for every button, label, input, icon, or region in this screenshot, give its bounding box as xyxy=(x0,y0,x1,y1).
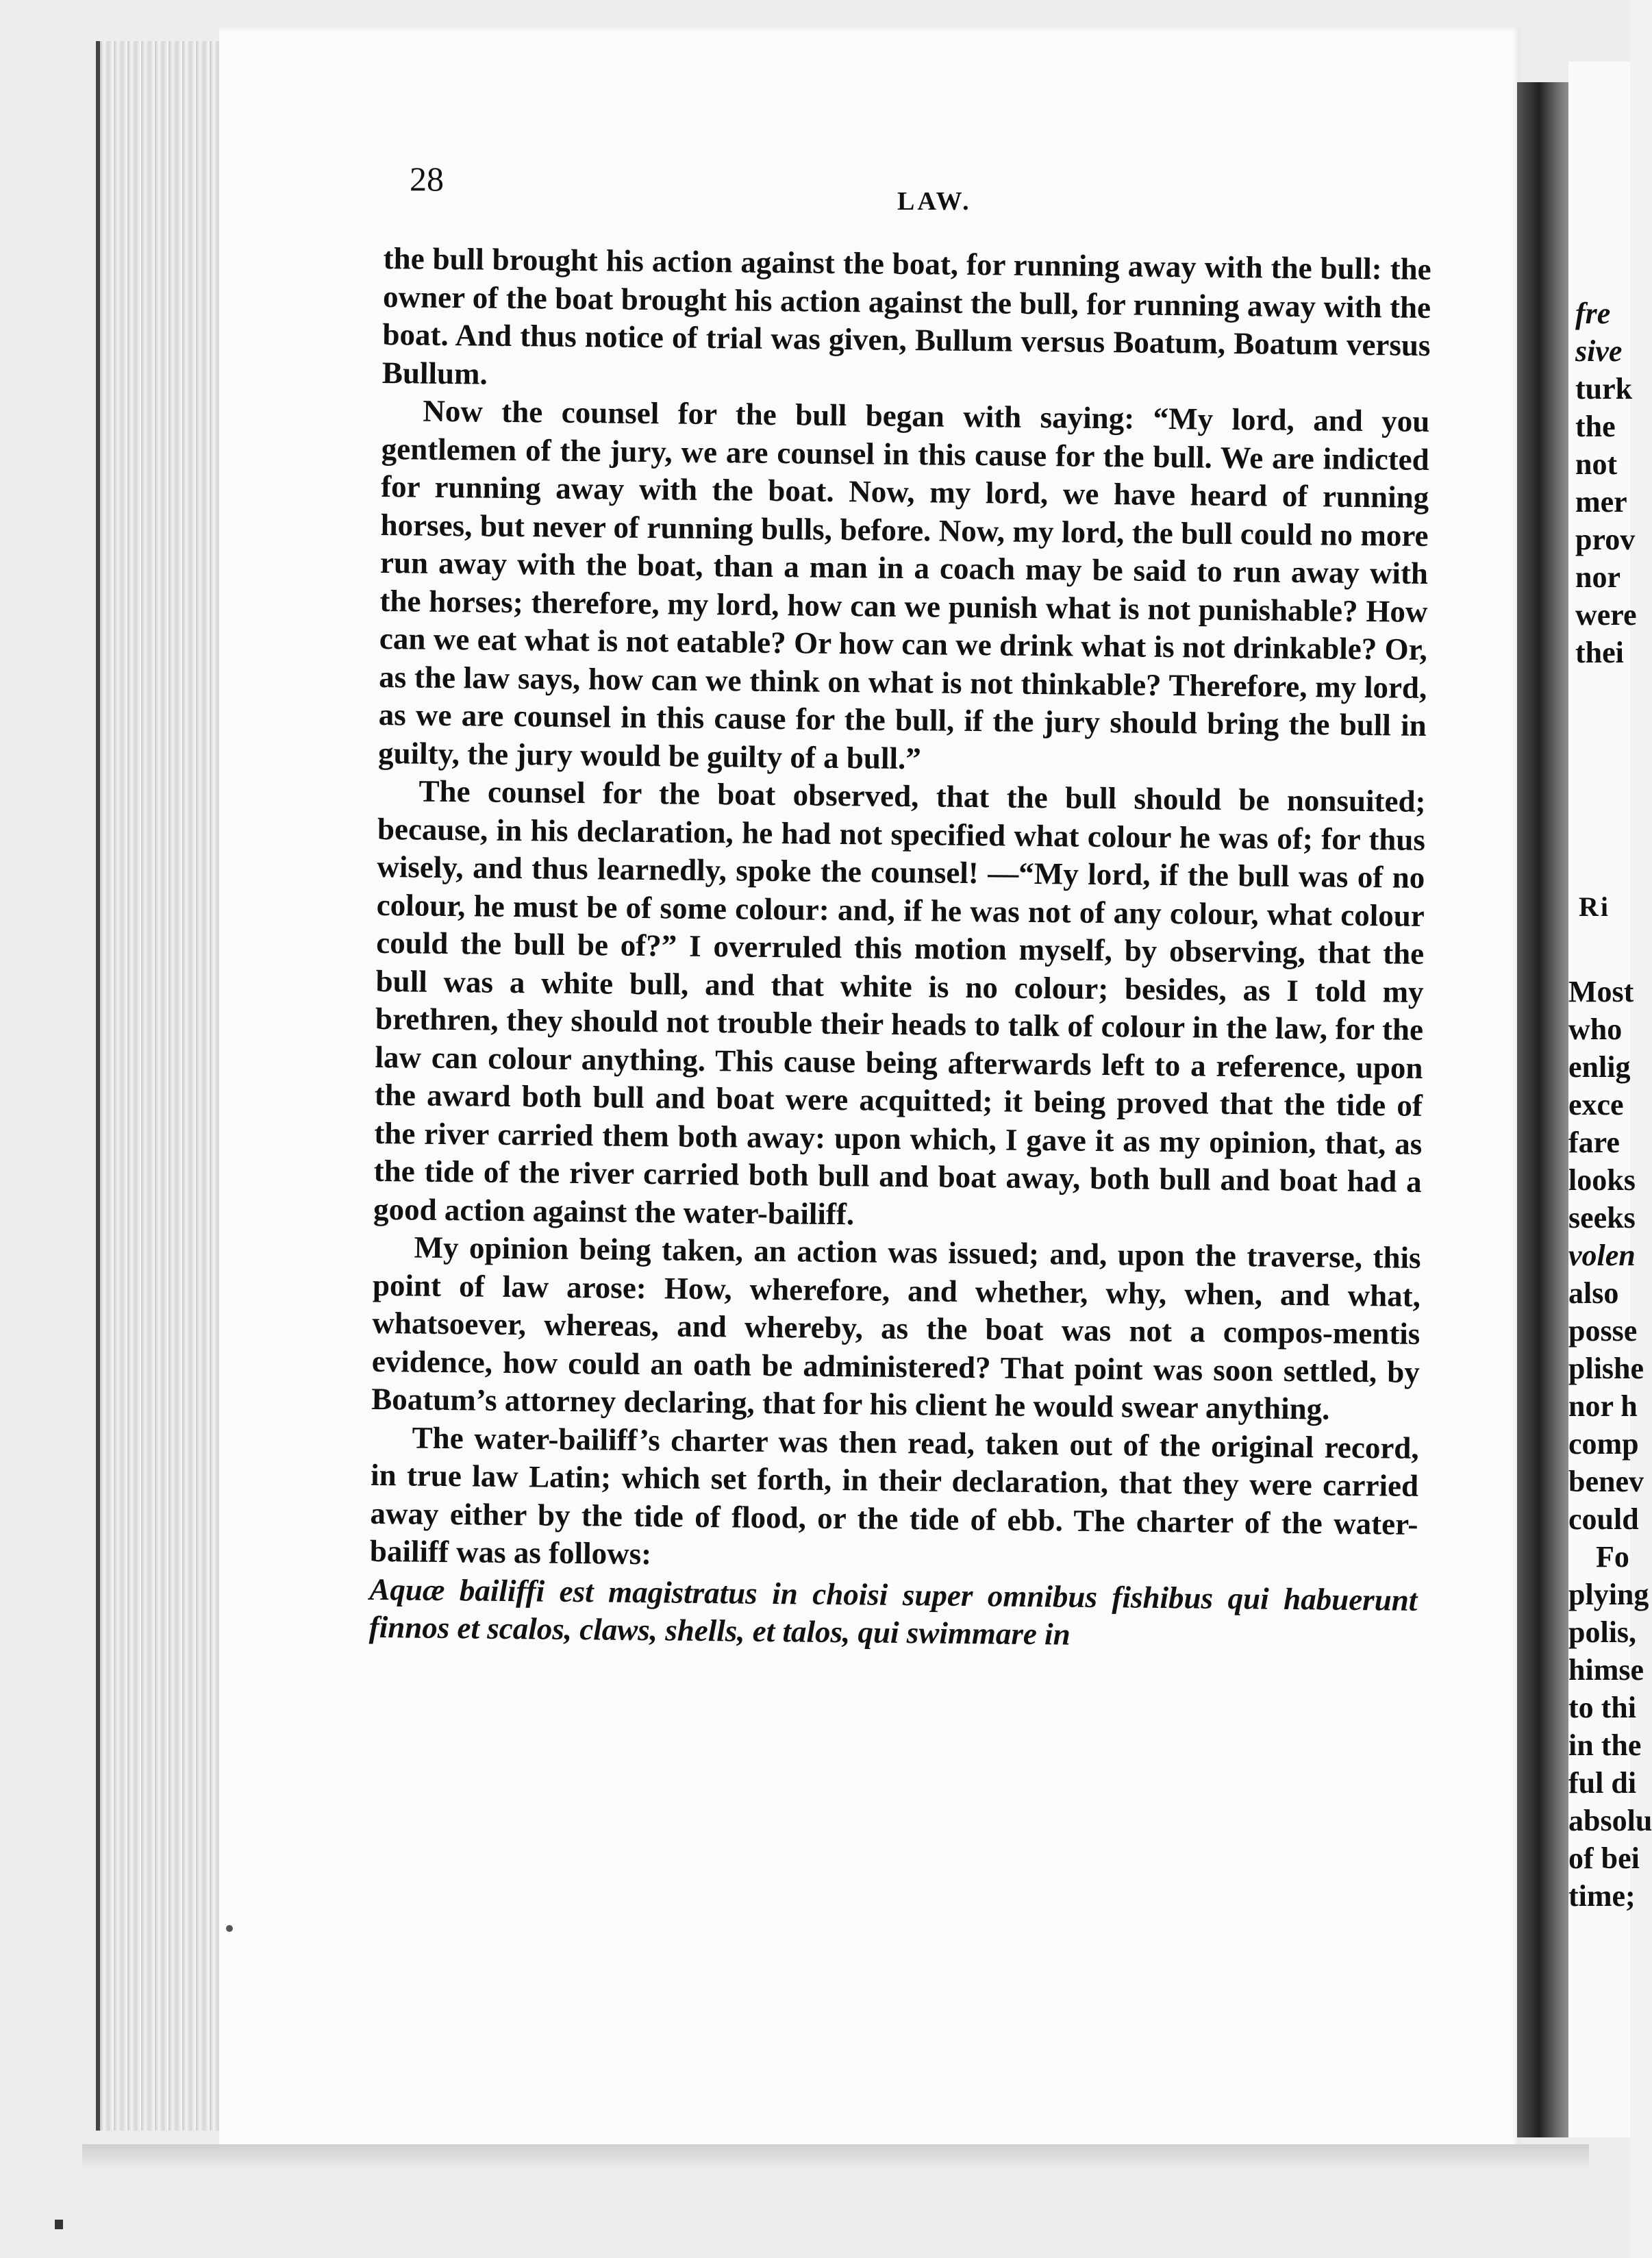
text-fragment: could xyxy=(1568,1502,1639,1536)
book-gutter xyxy=(1517,82,1572,2137)
text-fragment: exce xyxy=(1568,1088,1624,1121)
text-fragment: posse xyxy=(1568,1314,1638,1348)
text-fragment: comp xyxy=(1568,1427,1639,1461)
text-fragment: nor h xyxy=(1568,1389,1638,1423)
text-fragment: seeks xyxy=(1568,1201,1636,1235)
text-fragment: absolu xyxy=(1568,1804,1652,1837)
running-title: LAW. xyxy=(897,187,972,216)
page-stack-edge xyxy=(96,41,237,2131)
text-fragment: himse xyxy=(1568,1653,1644,1687)
text-fragment: time; xyxy=(1568,1879,1636,1913)
paragraph: Now the counsel for the bull began with saying: “My lord, and you gentlemen of the jury, we are counsel in this cause for the bull. We are indicted for running away with the boat. Now, my lord, we have heard of running horses, but never of running bulls, before. Now, my lord, the bull could no more run away with the boat, than a man in a coach may be said to run away with the horses; therefore, my lord, how can we punish what is not punishable? How can we eat what is not eatable? Or how can we drink what is not drinkable? Or, as the law says, how can we think on what is not thinkable? Therefore, my lord, as we are counsel in this cause for the bull, if the jury should bring the bull in guilty, the jury would be guilty of a bull.” xyxy=(377,393,1430,776)
text-fragment: fre xyxy=(1575,297,1611,330)
text-fragment: to thi xyxy=(1568,1691,1636,1724)
text-fragment: sive xyxy=(1575,334,1623,368)
facing-page-heading: Ri xyxy=(1579,891,1610,922)
page-number: 28 xyxy=(410,160,444,198)
text-fragment: looks xyxy=(1568,1163,1636,1197)
text-fragment: plishe xyxy=(1568,1352,1644,1385)
text-fragment: not xyxy=(1575,447,1618,481)
page-bottom-shadow xyxy=(82,2144,1589,2172)
text-fragment: also xyxy=(1568,1276,1619,1310)
text-fragment: who xyxy=(1568,1013,1623,1046)
text-fragment: plying xyxy=(1568,1578,1649,1611)
text-fragment: enlig xyxy=(1568,1050,1631,1084)
paragraph: My opinion being taken, an action was issued; and, upon the traverse, this point of law arose: How, wherefore, and whether, why, when, and what, whatsoever, whereas, and whereby, as the boat was not a compos-mentis evidence, how could an oath be administered? That point was soon settled, by Boatum’s attorney declaring, that for his client he would swear anything. xyxy=(371,1230,1421,1426)
text-fragment: ful di xyxy=(1568,1766,1637,1800)
text-fragment: thei xyxy=(1575,636,1624,669)
text-fragment: fare xyxy=(1568,1126,1620,1159)
paragraph: the bull brought his action against the boat, for running away with the bull: the owner of the boat brought his action against the bull, for running away with the boat. And thus notice of trial was given, Bullum versus Boatum, Boatum versus Bullum. xyxy=(381,240,1431,391)
text-fragment: nor xyxy=(1575,560,1620,594)
text-fragment: prov xyxy=(1575,523,1636,556)
facing-page-fragments-lower xyxy=(1568,973,1652,1915)
text-fragment: turk xyxy=(1575,372,1633,406)
scan-mark xyxy=(55,2220,63,2229)
paragraph: The water-bailiff’s charter was then read, taken out of the original record, in true law Latin; which set forth, in their declaration, that they were carried away either by the tide of flood, or the tide of ebb. The charter of the water-bailiff was as follows: xyxy=(369,1420,1419,1572)
text-fragment: Fo xyxy=(1596,1540,1629,1574)
text-fragment: polis, xyxy=(1568,1615,1637,1649)
text-fragment: were xyxy=(1575,598,1637,632)
facing-page-fragments-top xyxy=(1575,295,1637,671)
page-body xyxy=(368,240,1431,1657)
ink-speck xyxy=(226,1925,233,1932)
text-fragment: volen xyxy=(1568,1239,1636,1272)
text-fragment: benev xyxy=(1568,1465,1644,1498)
text-fragment: in the xyxy=(1568,1728,1642,1762)
text-fragment: of bei xyxy=(1568,1841,1640,1875)
text-fragment: mer xyxy=(1575,485,1627,519)
text-fragment: Most xyxy=(1568,975,1634,1008)
text-fragment: the xyxy=(1575,410,1616,443)
latin-quote: Aquæ bailiffi est magistratus in choisi super omnibus fishibus qui habuerunt finnos et scalos, claws, shells, et talos, qui swimmare in xyxy=(368,1572,1418,1652)
paragraph: The counsel for the boat observed, that the bull should be nonsuited; because, in his declaration, he had not specified what colour he was of; for thus wisely, and thus learnedly, spoke the counsel! —“My lord, if the bull was of no colour, he must be of some colour: and, if he was not of any colour, what colour could the bull be of?” I overruled this motion myself, by observing, that the bull was a white bull, and that white is no colour; besides, as I told my brethren, they should not trouble their heads to talk of colour in the law, for the law can colour anything. This cause being afterwards left to a reference, upon the award both bull and boat were acquitted; it being proved that the tide of the river carried them both away: upon which, I gave it as my opinion, that, as the tide of the river carried both bull and boat away, both bull and boat had a good action against the water-bailiff. xyxy=(373,773,1426,1231)
